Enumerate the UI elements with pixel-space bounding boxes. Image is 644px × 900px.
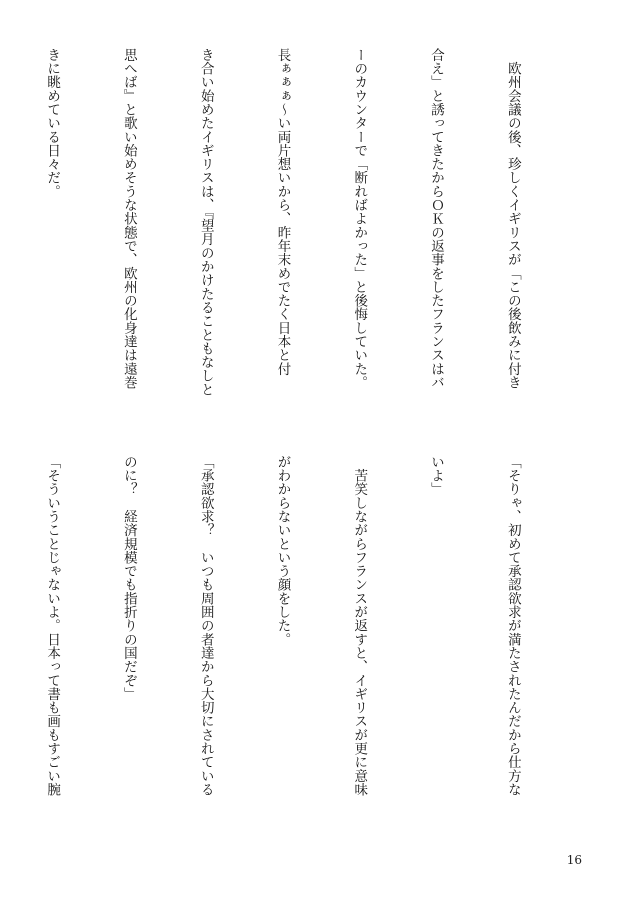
text-column: きに眺めている日々だ。 — [44, 48, 61, 199]
upper-text-block — [0, 48, 576, 426]
text-column: のに？ 経済規模でも指折りの国だぞ」 — [120, 455, 137, 701]
text-column: 長ぁぁぁ〜い両片想いから、昨年末めでたく日本と付 — [274, 48, 291, 376]
lower-text-block — [0, 455, 576, 825]
text-column: 欧州会議の後、珍しくイギリスが「この後飲みに付き — [504, 48, 521, 390]
page-number: 16 — [566, 853, 582, 867]
text-column: 思へば』と歌い始めそうな状態で、欧州の化身達は遠巻 — [120, 48, 137, 390]
text-column: 合え」と誘ってきたからＯＫの返事をしたフランスはバ — [428, 48, 445, 390]
text-column: 苦笑しながらフランスが返すと、イギリスが更に意味 — [351, 455, 368, 797]
text-column: 「そりゃ、初めて承認欲求が満たされたんだから仕方な — [504, 455, 521, 797]
text-column: き合い始めたイギリスは、『望月のかけたることもなしと — [197, 48, 214, 397]
text-column: 「承認欲求？ いつも周囲の者達から大切にされている — [197, 455, 214, 797]
text-column: いよ」 — [428, 455, 445, 496]
text-column: 「そういうことじゃないよ。日本って書も画もすごい腕 — [44, 455, 61, 797]
text-column: がわからないという顔をした。 — [274, 455, 291, 647]
text-column: ーのカウンターで「断ればよかった」と後悔していた。 — [351, 48, 368, 390]
